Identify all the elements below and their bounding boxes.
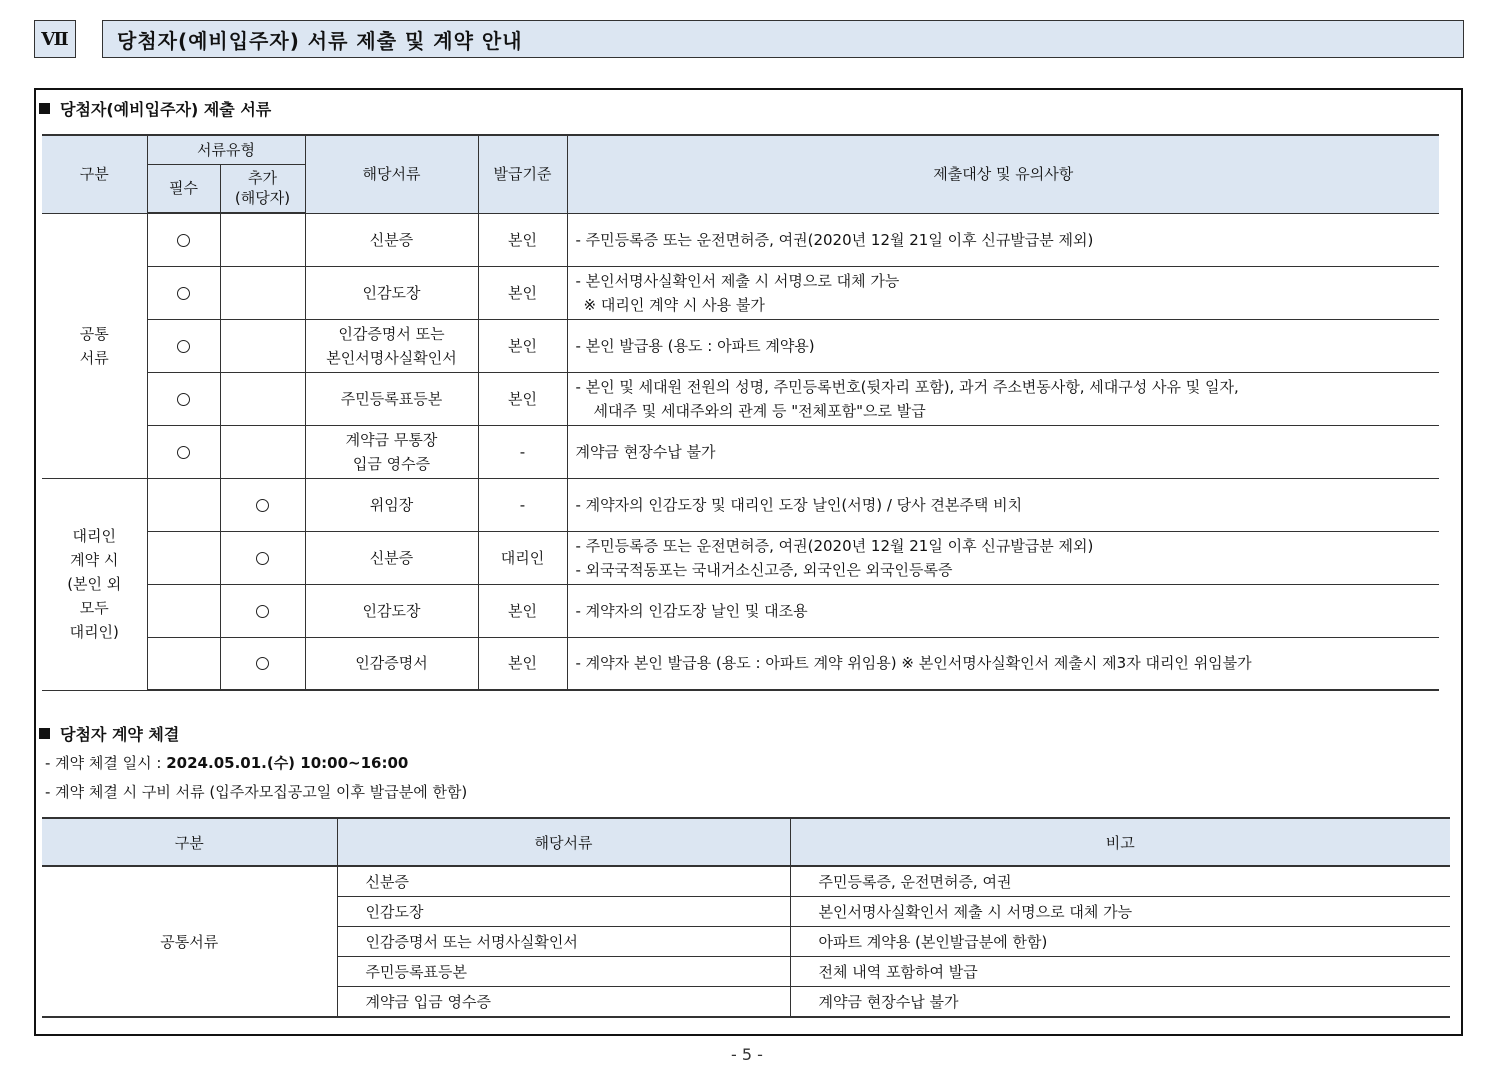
contract-remark: 전체 내역 포함하여 발급	[790, 957, 1450, 987]
document-cell	[305, 584, 478, 637]
document-cell	[305, 266, 478, 319]
group-label-line: 대리인)	[69, 623, 119, 641]
document-cell	[305, 478, 478, 531]
document-line: 위임장	[369, 495, 414, 514]
contract-remark: 본인서명사실확인서 제출 시 서명으로 대체 가능	[790, 897, 1450, 927]
document-line: 주민등록표등본	[340, 389, 443, 408]
document-cell	[305, 531, 478, 584]
additional-mark	[220, 584, 305, 637]
table-row	[42, 531, 1439, 584]
contract-remark: 주민등록증, 운전면허증, 여권	[790, 866, 1450, 897]
square-bullet-icon	[39, 728, 50, 739]
section-header	[34, 20, 1464, 62]
contract-heading	[39, 722, 179, 745]
group-label-line: 계약 시	[70, 551, 119, 569]
header-additional-line1: 추가	[248, 169, 277, 187]
docs-heading	[39, 97, 271, 120]
group-label-line: 서류	[79, 348, 109, 367]
table-row	[42, 584, 1439, 637]
notes-cell	[567, 637, 1439, 690]
table-row	[42, 213, 1439, 266]
contract-document: 계약금 입금 영수증	[337, 987, 790, 1018]
circle-mark-icon	[177, 446, 190, 459]
notes-cell	[567, 213, 1439, 266]
note-line: - 주민등록증 또는 운전면허증, 여권(2020년 12월 21일 이후 신규발급분 제외)	[575, 536, 1094, 555]
header-notes: 제출대상 및 유의사항	[567, 135, 1439, 213]
documents-table	[42, 134, 1439, 691]
required-mark	[147, 637, 220, 690]
document-cell	[305, 213, 478, 266]
header-document: 해당서류	[305, 135, 478, 213]
contract-category: 공통서류	[42, 866, 337, 1017]
note-line: 계약금 현장수납 불가	[575, 442, 716, 461]
contract-date-label: - 계약 체결 일시 :	[45, 754, 167, 772]
note-line: - 계약자의 인감도장 및 대리인 도장 날인(서명) / 당사 견본주택 비치	[575, 495, 1023, 514]
document-cell	[305, 372, 478, 425]
additional-mark	[220, 319, 305, 372]
header-issuer: 발급기준	[478, 135, 567, 213]
contract-date-line	[45, 752, 408, 773]
issuer-cell: -	[478, 478, 567, 531]
notes-cell	[567, 478, 1439, 531]
document-line: 인감증명서 또는	[338, 324, 445, 343]
circle-mark-icon	[256, 552, 269, 565]
issuer-cell: 본인	[478, 372, 567, 425]
contract-header-remark: 비고	[790, 818, 1450, 866]
page-number: - 5 -	[731, 1045, 763, 1064]
required-mark	[147, 425, 220, 478]
document-line: 인감도장	[362, 601, 421, 620]
circle-mark-icon	[256, 605, 269, 618]
document-line: 신분증	[369, 548, 414, 567]
additional-mark	[220, 213, 305, 266]
group-label-line: 모두	[79, 599, 109, 617]
circle-mark-icon	[256, 499, 269, 512]
notes-cell	[567, 372, 1439, 425]
document-cell	[305, 319, 478, 372]
contract-header-category: 구분	[42, 818, 337, 866]
issuer-cell: 본인	[478, 584, 567, 637]
document-cell	[305, 637, 478, 690]
issuer-cell: 본인	[478, 213, 567, 266]
group-label-line: 대리인	[72, 527, 116, 545]
header-additional-line2: (해당자)	[234, 189, 291, 208]
group-label-line: (본인 외	[67, 575, 122, 593]
note-line: - 본인 및 세대원 전원의 성명, 주민등록번호(뒷자리 포함), 과거 주소변동사항, 세대구성 사유 및 일자,	[575, 377, 1239, 396]
notes-cell	[567, 531, 1439, 584]
table-row	[42, 319, 1439, 372]
required-mark	[147, 319, 220, 372]
additional-mark	[220, 531, 305, 584]
note-line: - 주민등록증 또는 운전면허증, 여권(2020년 12월 21일 이후 신규발급분 제외)	[575, 230, 1094, 249]
required-mark	[147, 531, 220, 584]
required-mark	[147, 584, 220, 637]
issuer-cell: 대리인	[478, 531, 567, 584]
issuer-cell: 본인	[478, 637, 567, 690]
contract-table	[42, 817, 1450, 1018]
document-line: 인감도장	[362, 283, 421, 302]
table-row	[42, 425, 1439, 478]
notes-cell	[567, 425, 1439, 478]
section-title: 당첨자(예비입주자) 서류 제출 및 계약 안내	[102, 20, 1464, 58]
contract-docs-note: - 계약 체결 시 구비 서류 (입주자모집공고일 이후 발급분에 한함)	[45, 783, 468, 801]
circle-mark-icon	[256, 657, 269, 670]
docs-heading-text: 당첨자(예비입주자) 제출 서류	[60, 100, 272, 119]
issuer-cell: -	[478, 425, 567, 478]
note-line: - 외국국적동포는 국내거소신고증, 외국인은 외국인등록증	[575, 560, 953, 579]
circle-mark-icon	[177, 287, 190, 300]
group-label-common	[42, 213, 147, 478]
section-number: Ⅶ	[34, 20, 76, 58]
circle-mark-icon	[177, 393, 190, 406]
additional-mark	[220, 478, 305, 531]
note-line: - 계약자 본인 발급용 (용도 : 아파트 계약 위임용) ※ 본인서명사실확인서 제출시 제3자 대리인 위임불가	[575, 654, 1252, 673]
notes-cell	[567, 266, 1439, 319]
contract-document: 주민등록표등본	[337, 957, 790, 987]
note-line: - 본인서명사실확인서 제출 시 서명으로 대체 가능	[575, 271, 900, 290]
circle-mark-icon	[177, 340, 190, 353]
note-line: - 본인 발급용 (용도 : 아파트 계약용)	[575, 336, 815, 355]
table-row	[42, 372, 1439, 425]
table-row	[42, 478, 1439, 531]
note-line: - 계약자의 인감도장 날인 및 대조용	[575, 601, 808, 620]
contract-remark: 아파트 계약용 (본인발급분에 한함)	[790, 927, 1450, 957]
document-cell	[305, 425, 478, 478]
square-bullet-icon	[39, 103, 50, 114]
table-row	[42, 866, 1450, 897]
required-mark	[147, 478, 220, 531]
header-additional	[220, 164, 305, 213]
header-doc-type: 서류유형	[147, 135, 305, 164]
group-label-line: 공통	[79, 324, 109, 343]
issuer-cell: 본인	[478, 319, 567, 372]
circle-mark-icon	[177, 234, 190, 247]
table-row	[42, 266, 1439, 319]
required-mark	[147, 372, 220, 425]
contract-document: 인감도장	[337, 897, 790, 927]
document-line: 입금 영수증	[352, 454, 431, 473]
required-mark	[147, 266, 220, 319]
contract-date-value: 2024.05.01.(수) 10:00~16:00	[166, 754, 409, 772]
additional-mark	[220, 266, 305, 319]
header-category: 구분	[42, 135, 147, 213]
contract-heading-text: 당첨자 계약 체결	[60, 725, 180, 744]
document-line: 인감증명서	[355, 654, 428, 673]
contract-document: 신분증	[337, 866, 790, 897]
notes-cell	[567, 584, 1439, 637]
document-line: 신분증	[369, 230, 414, 249]
required-mark	[147, 213, 220, 266]
issuer-cell: 본인	[478, 266, 567, 319]
document-line: 계약금 무통장	[345, 430, 438, 449]
document-line: 본인서명사실확인서	[326, 348, 457, 367]
note-line: ※ 대리인 계약 시 사용 불가	[583, 295, 765, 314]
additional-mark	[220, 372, 305, 425]
group-label-proxy	[42, 478, 147, 690]
additional-mark	[220, 425, 305, 478]
contract-remark: 계약금 현장수납 불가	[790, 987, 1450, 1018]
note-line: 세대주 및 세대주와의 관계 등 "전체포함"으로 발급	[593, 401, 926, 420]
table-row	[42, 637, 1439, 690]
contract-header-document: 해당서류	[337, 818, 790, 866]
additional-mark	[220, 637, 305, 690]
contract-document: 인감증명서 또는 서명사실확인서	[337, 927, 790, 957]
notes-cell	[567, 319, 1439, 372]
header-required: 필수	[147, 164, 220, 213]
